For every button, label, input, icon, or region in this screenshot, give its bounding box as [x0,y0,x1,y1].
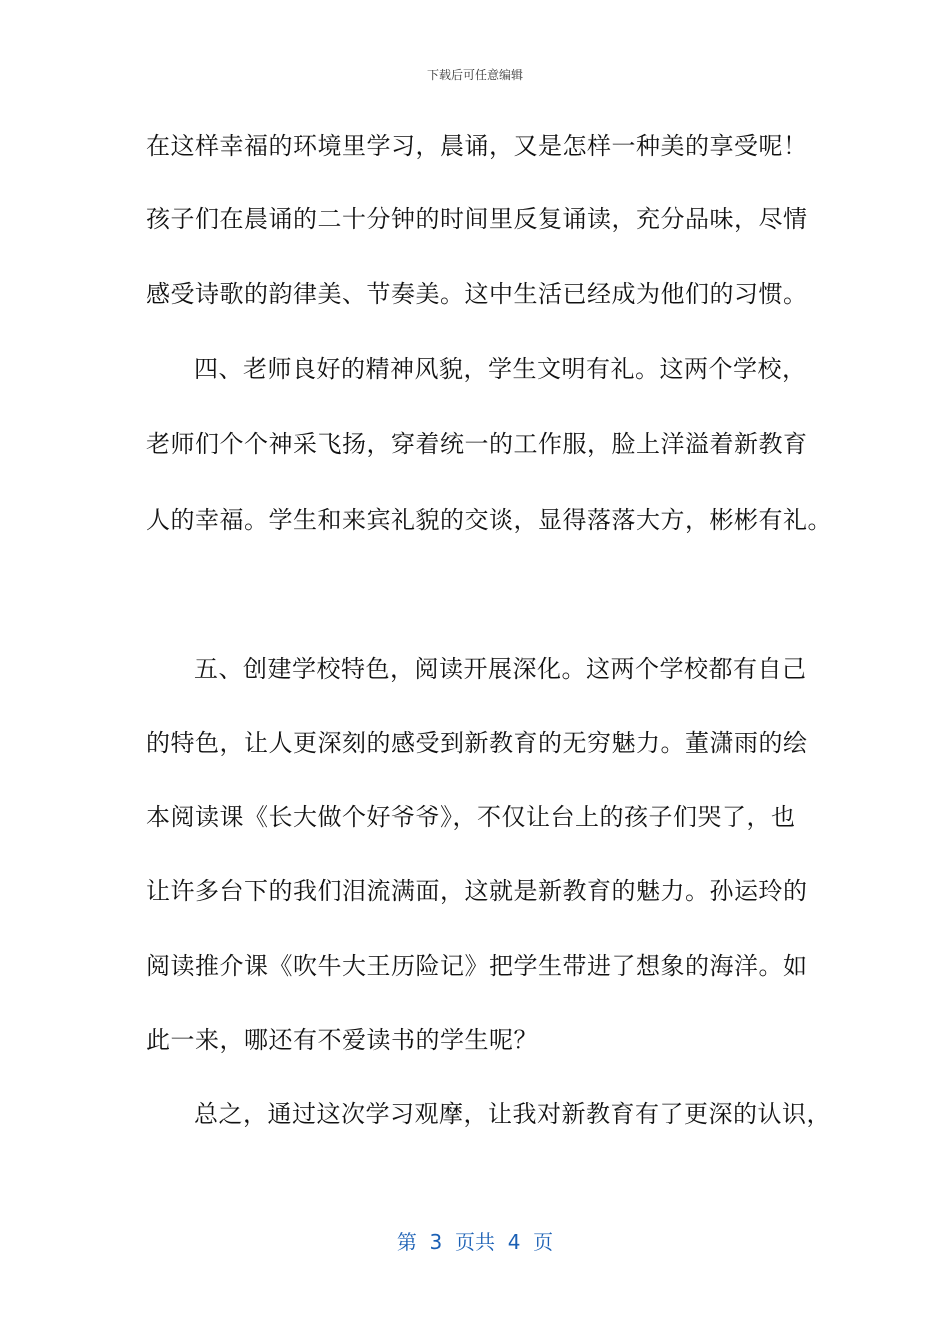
text-line: 本阅读课《长大做个好爷爷》，不仅让台上的孩子们哭了，也 [146,803,796,831]
text-line: 在这样幸福的环境里学习，晨诵，又是怎样一种美的享受呢！ [146,132,808,160]
page-number-footer: 第 3 页共 4 页 [396,1230,554,1254]
text-line: 总之，通过这次学习观摩，让我对新教育有了更深的认识， [194,1100,831,1128]
text-line: 老师们个个神采飞扬，穿着统一的工作服，脸上洋溢着新教育 [146,430,808,458]
text-line: 四、老师良好的精神风貌，学生文明有礼。这两个学校， [194,355,807,383]
page-header: 下载后可任意编辑 [426,68,523,82]
text-line: 阅读推介课《吹牛大王历险记》把学生带进了想象的海洋。如 [146,952,808,980]
text-line: 的特色，让人更深刻的感受到新教育的无穷魅力。董潇雨的绘 [146,729,808,757]
text-line: 此一来，哪还有不爱读书的学生呢？ [146,1026,538,1054]
text-line: 感受诗歌的韵律美、节奏美。这中生活已经成为他们的习惯。 [146,280,808,308]
text-line: 孩子们在晨诵的二十分钟的时间里反复诵读，充分品味，尽情 [146,205,808,233]
text-line: 让许多台下的我们泪流满面，这就是新教育的魅力。孙运玲的 [146,877,808,905]
text-line: 人的幸福。学生和来宾礼貌的交谈，显得落落大方，彬彬有礼。 [146,506,832,534]
text-line: 五、创建学校特色，阅读开展深化。这两个学校都有自己 [194,655,807,683]
